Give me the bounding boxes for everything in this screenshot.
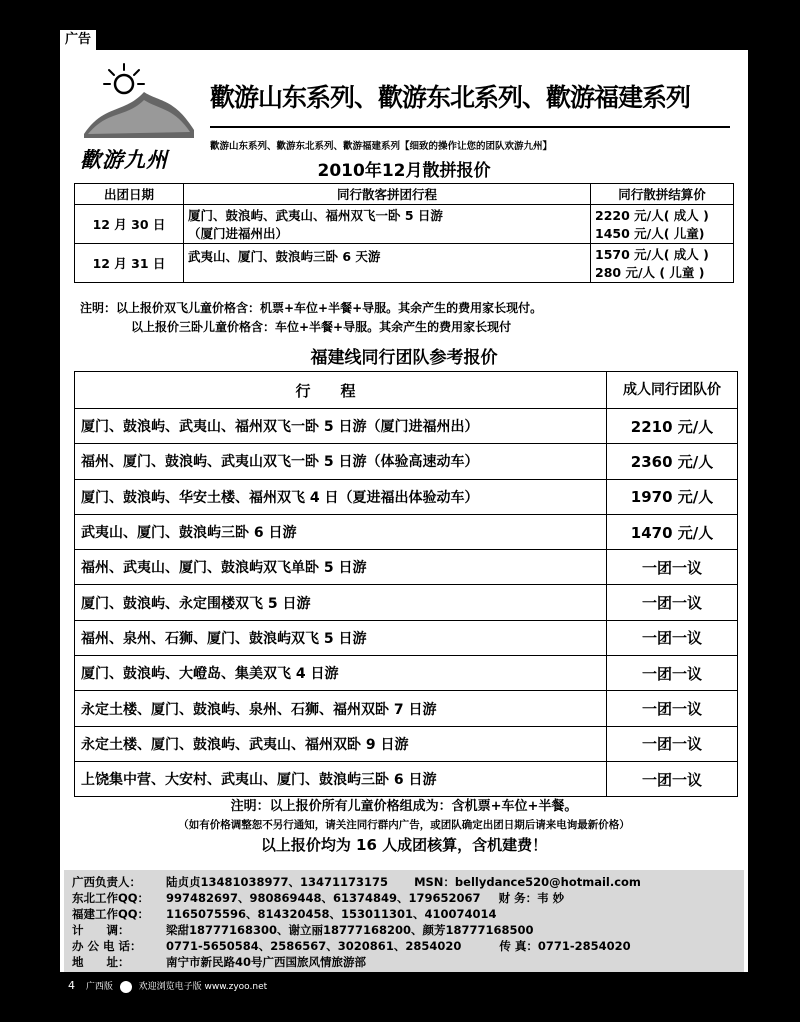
price-cell: 1470 元/人: [607, 514, 738, 549]
table-row: [75, 244, 734, 283]
section2-title: 福建线同行团队参考报价: [310, 348, 498, 368]
contact-row: [72, 954, 366, 970]
contact-label: 地 址：: [72, 955, 130, 969]
table-header-row: [75, 372, 738, 409]
table-row: [75, 444, 738, 479]
company-logo: [74, 58, 204, 170]
tour-date: 12 月 30 日: [75, 205, 184, 244]
contact-label: 广西负责人：: [72, 875, 141, 889]
price-cell: 一团一议: [607, 691, 738, 726]
tour-route-line: （厦门进福州出）: [188, 226, 289, 241]
page-number: 4: [68, 979, 75, 992]
contact-label: 东北工作QQ：: [72, 891, 150, 905]
contact-label: 计 调：: [72, 923, 130, 937]
route-cell: 厦门、鼓浪屿、永定围楼双飞 5 日游: [75, 585, 607, 620]
contact-label: 福建工作QQ：: [72, 907, 150, 921]
route-cell: 厦门、鼓浪屿、武夷山、福州双飞一卧 5 日游（厦门进福州出）: [75, 409, 607, 444]
tour-price: [591, 205, 734, 244]
table-row: [75, 550, 738, 585]
table-row: [75, 620, 738, 655]
contact-label: 财 务：: [498, 891, 538, 905]
price-cell: 2210 元/人: [607, 409, 738, 444]
table-row: [75, 409, 738, 444]
contact-value: bellydance520@hotmail.com: [454, 875, 641, 889]
header-price: 成人同行团队价: [607, 372, 738, 409]
price-cell: 一团一议: [607, 656, 738, 691]
banner-title: 歡游山东系列、歡游东北系列、歡游福建系列: [210, 83, 691, 112]
adult-price: 2220 元/人( 成人 ): [595, 208, 709, 223]
route-cell: 厦门、鼓浪屿、华安土楼、福州双飞 4 日（夏进福出体验动车）: [75, 479, 607, 514]
contact-value: 梁甜18777168300、谢立丽18777168200、颜芳18777168500: [166, 923, 534, 937]
logo-text: 歡游九州: [80, 147, 168, 172]
header-route: 行程: [75, 372, 607, 409]
table-row: [75, 726, 738, 761]
adult-price: 1570 元/人( 成人 ): [595, 247, 709, 262]
tour-route-line: 厦门、鼓浪屿、武夷山、福州双飞一卧 5 日游: [188, 208, 443, 223]
header-route: 同行散客拼团行程: [184, 184, 591, 205]
price-cell: 一团一议: [607, 761, 738, 796]
contact-value: 陆贞贞13481038977、13471173175: [166, 875, 389, 889]
contact-value: 0771-2854020: [537, 939, 631, 953]
table-row: [75, 479, 738, 514]
section1-notes: [80, 299, 542, 337]
contact-row: [72, 874, 641, 890]
footer-slogan: 欢迎浏览电子版 www.zyoo.net: [138, 982, 268, 992]
contact-row: [72, 906, 497, 922]
contact-value: 997482697、980869448、61374849、179652067: [166, 891, 481, 905]
tour-route: [184, 244, 591, 283]
price-cell: 一团一议: [607, 620, 738, 655]
child-price: 1450 元/人( 儿童): [595, 226, 705, 241]
price-cell: 2360 元/人: [607, 444, 738, 479]
contact-value: 韦 妙: [537, 891, 565, 905]
ad-tag: 广告: [60, 30, 96, 50]
route-cell: 武夷山、厦门、鼓浪屿三卧 6 日游: [75, 514, 607, 549]
table-row: [75, 761, 738, 796]
page-footer: [60, 975, 748, 997]
tour-route: [184, 205, 591, 244]
route-cell: 福州、泉州、石狮、厦门、鼓浪屿双飞 5 日游: [75, 620, 607, 655]
contact-value: 1165075596、814320458、153011301、410074014: [166, 907, 497, 921]
table-row: [75, 691, 738, 726]
table-row: [75, 585, 738, 620]
table-row: [75, 656, 738, 691]
mountain-sun-icon: [74, 58, 204, 148]
note-line: 注明：以上报价双飞儿童价格含：机票+车位+半餐+导服。其余产生的费用家长现付。: [80, 301, 543, 315]
banner-divider: [210, 126, 730, 128]
tour-date: 12 月 31 日: [75, 244, 184, 283]
footer-brand: 广西版: [85, 982, 113, 992]
price-cell: 一团一议: [607, 550, 738, 585]
group-tour-price-table: [74, 371, 738, 797]
route-cell: 福州、厦门、鼓浪屿、武夷山双飞一卧 5 日游（体验高速动车）: [75, 444, 607, 479]
header-date: 出团日期: [75, 184, 184, 205]
table-header-row: [75, 184, 734, 205]
contact-label: 办 公 电 话：: [72, 939, 142, 953]
banner-subtitle: 歡游山东系列、歡游东北系列、歡游福建系列【细致的操作让您的团队欢游九州】: [210, 141, 553, 152]
contact-label: MSN：: [414, 875, 455, 889]
header-price: 同行散拼结算价: [591, 184, 734, 205]
contact-value: 南宁市新民路40号广西国旅风情旅游部: [166, 955, 367, 969]
table-row: [75, 205, 734, 244]
price-cell: 1970 元/人: [607, 479, 738, 514]
section1-title: 2010年12月散拼报价: [317, 161, 491, 181]
contact-label: 传 真：: [499, 939, 538, 953]
contact-value: 0771-5650584、2586567、3020861、2854020: [166, 939, 462, 953]
route-cell: 永定土楼、厦门、鼓浪屿、泉州、石狮、福州双卧 7 日游: [75, 691, 607, 726]
price-cell: 一团一议: [607, 726, 738, 761]
brand-logo-icon: [120, 981, 132, 993]
tour-route-line: [188, 265, 586, 280]
contact-row: [72, 922, 534, 938]
price-cell: 一团一议: [607, 585, 738, 620]
tour-route-line: 武夷山、厦门、鼓浪屿三卧 6 天游: [188, 248, 381, 264]
note-line: 注明：以上报价所有儿童价格组成为：含机票+车位+半餐。: [230, 799, 578, 814]
route-cell: 厦门、鼓浪屿、大嶝岛、集美双飞 4 日游: [75, 656, 607, 691]
tour-price: [591, 244, 734, 283]
contact-block: [64, 870, 744, 972]
contact-row: [72, 938, 631, 954]
advert-page: [60, 50, 748, 972]
route-cell: 福州、武夷山、厦门、鼓浪屿双飞单卧 5 日游: [75, 550, 607, 585]
section2-notes: [60, 798, 748, 856]
note-line: 以上报价三卧儿童价格含：车位+半餐+导服。其余产生的费用家长现付: [131, 320, 512, 334]
table-row: [75, 514, 738, 549]
note-line: 以上报价均为 16 人成团核算，含机建费！: [260, 836, 548, 854]
scatter-tour-price-table: [74, 183, 734, 283]
route-cell: 上饶集中营、大安村、武夷山、厦门、鼓浪屿三卧 6 日游: [75, 761, 607, 796]
contact-row: [72, 890, 564, 906]
note-line: （如有价格调整恕不另行通知，请关注同行群内广告，或团队确定出团日期后请来电询最新价格）: [178, 819, 630, 831]
child-price: 280 元/人 ( 儿童 ): [595, 265, 705, 280]
route-cell: 永定土楼、厦门、鼓浪屿、武夷山、福州双卧 9 日游: [75, 726, 607, 761]
